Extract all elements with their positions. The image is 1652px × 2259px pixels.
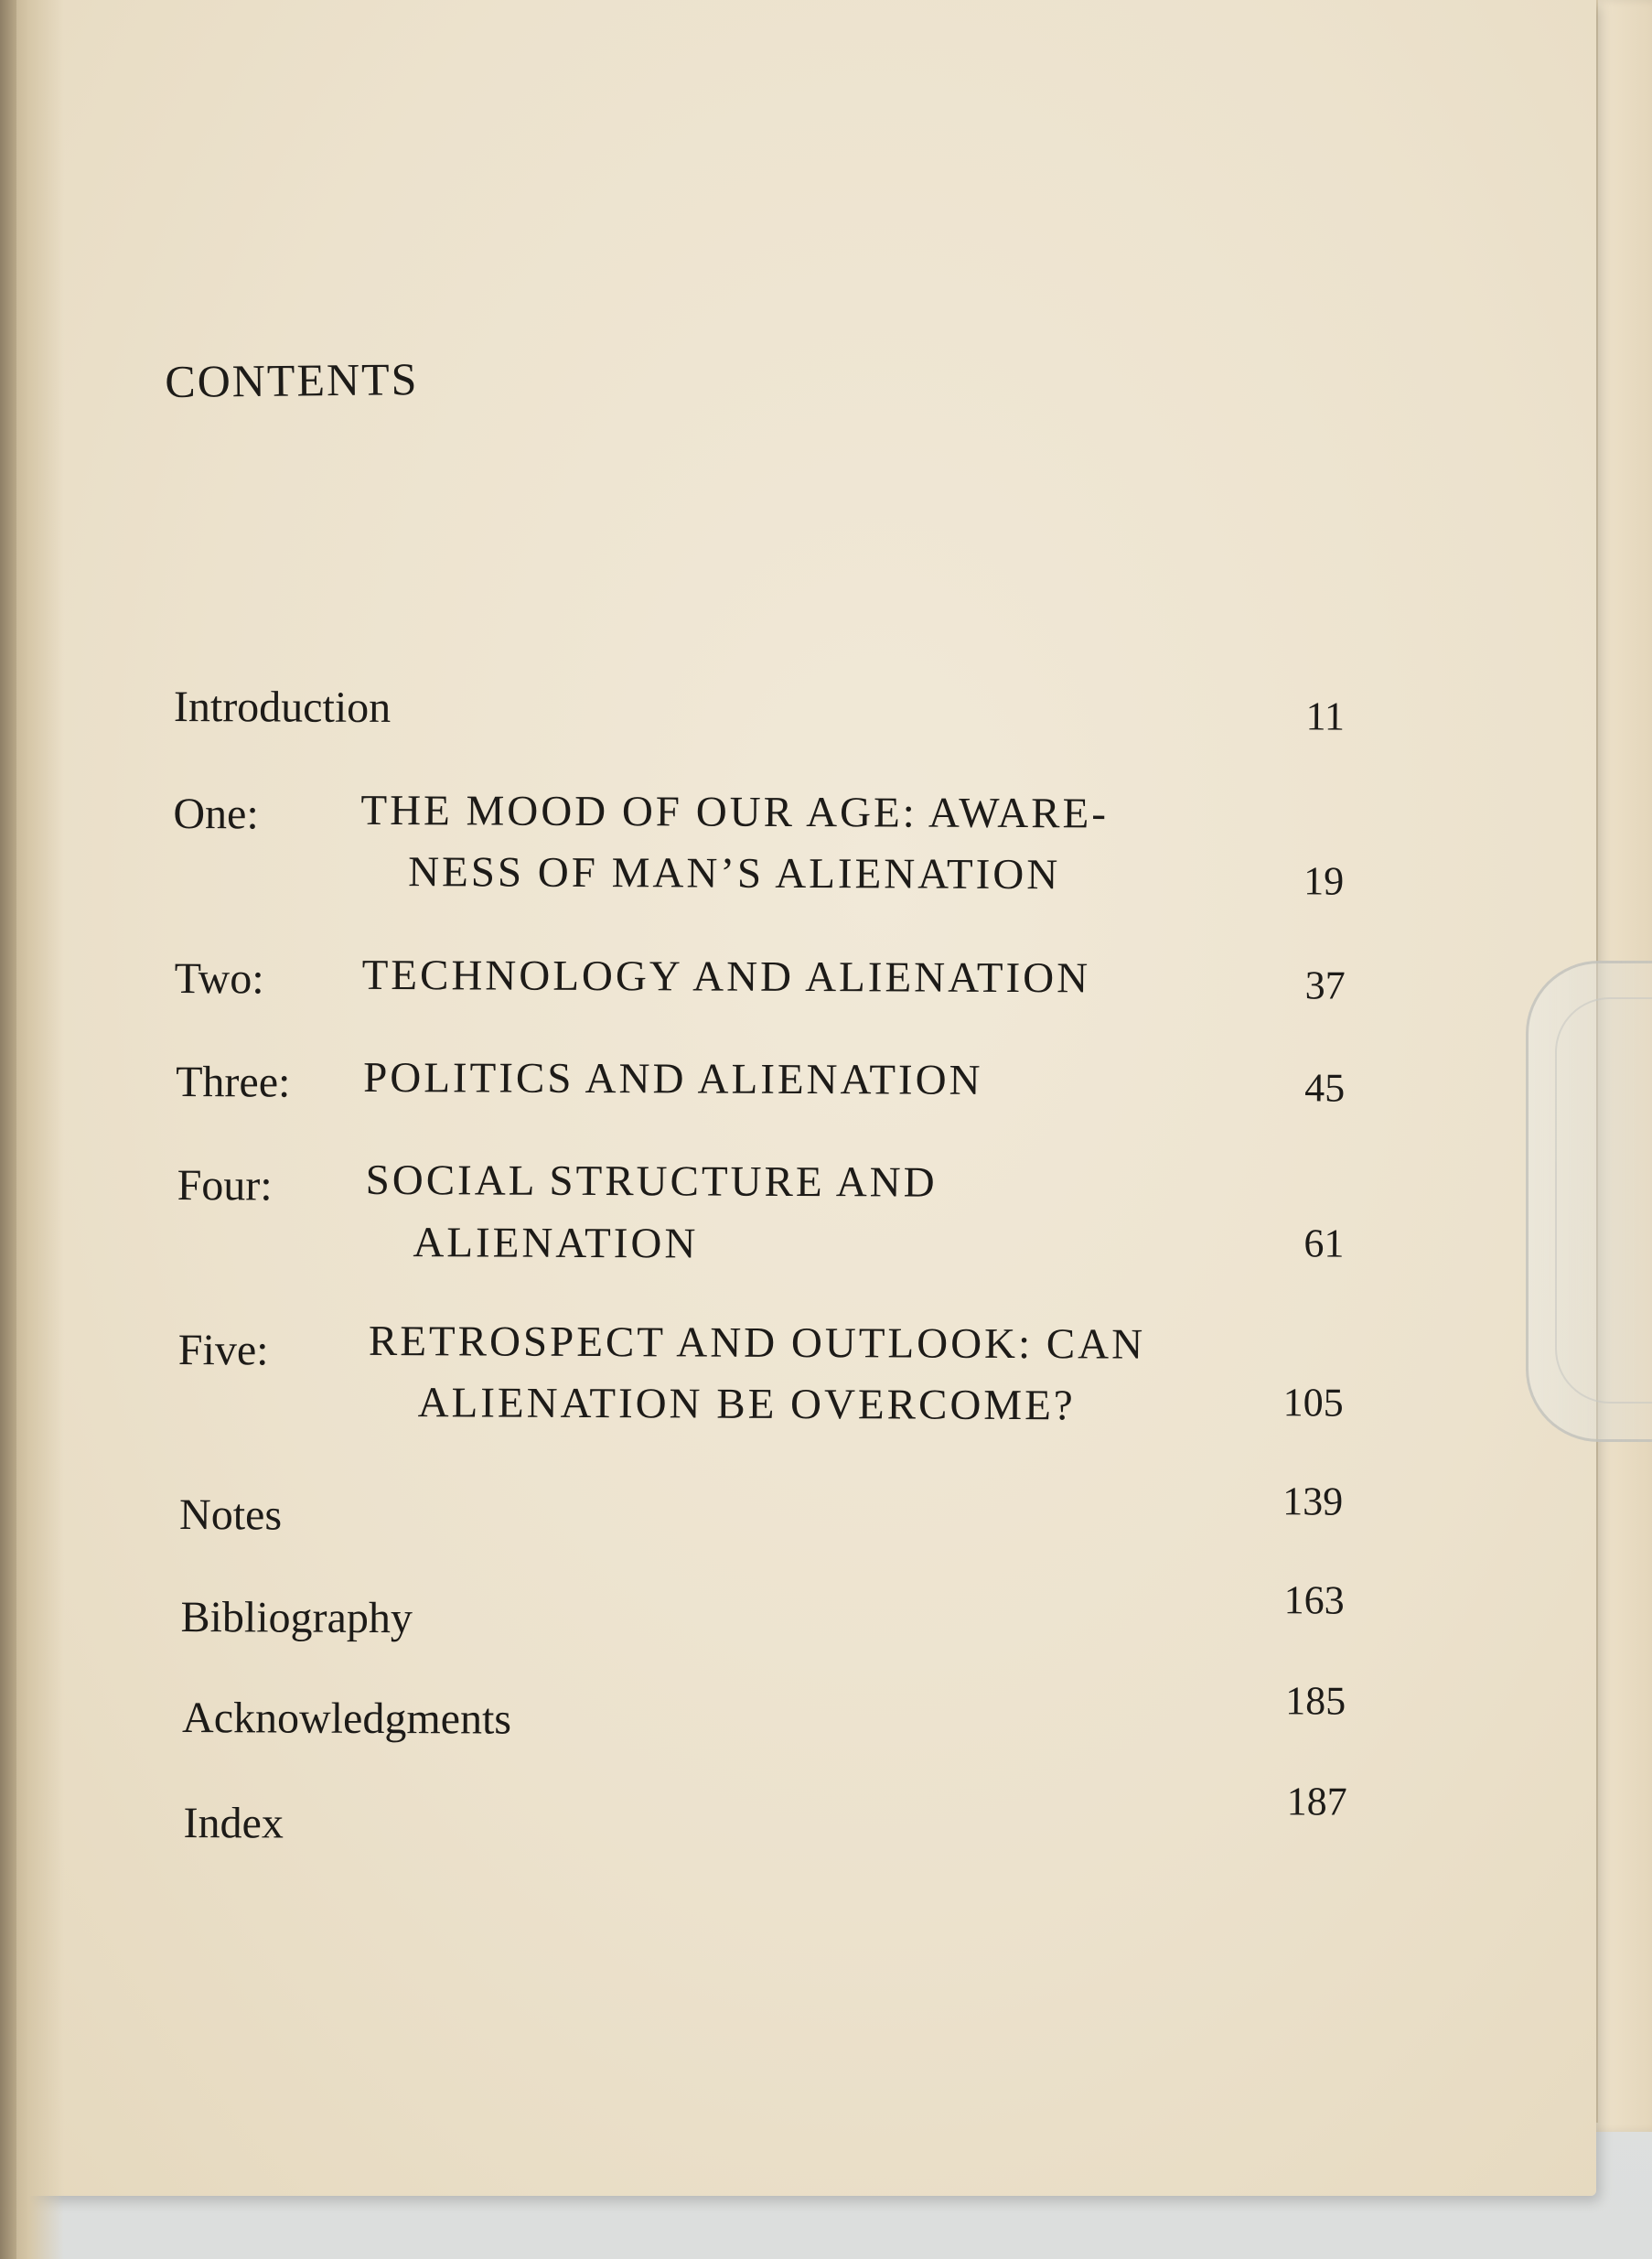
- entry-title-line1: POLITICS AND ALIENATION: [363, 1053, 983, 1104]
- entry-label: Three:: [176, 1058, 291, 1107]
- entry-title-line1: TECHNOLOGY AND ALIENATION: [361, 951, 1091, 1003]
- entry-title-line1: RETROSPECT AND OUTLOOK: CAN: [368, 1317, 1146, 1369]
- entry-page-number: 105: [1282, 1380, 1344, 1425]
- entry-label: Introduction: [173, 683, 392, 733]
- entry-title-line2: ALIENATION: [413, 1219, 699, 1268]
- entry-label: Five:: [177, 1326, 269, 1375]
- entry-label: Index: [183, 1799, 284, 1848]
- contents-heading: CONTENTS: [165, 353, 419, 407]
- entry-label: One:: [173, 789, 259, 839]
- entry-page-number: 163: [1283, 1577, 1345, 1623]
- entry-title-line2: ALIENATION BE OVERCOME?: [417, 1379, 1076, 1430]
- entry-label: Notes: [178, 1490, 283, 1540]
- entry-label: Bibliography: [180, 1593, 413, 1643]
- entry-page-number: 37: [1304, 963, 1346, 1008]
- entry-page-number: 139: [1282, 1479, 1344, 1524]
- entry-label: Acknowledgments: [182, 1694, 512, 1744]
- plastic-page-clip-inner: [1555, 997, 1652, 1404]
- entry-title-line2: NESS OF MAN’S ALIENATION: [408, 848, 1061, 899]
- entry-title-line1: THE MOOD OF OUR AGE: AWARE-: [360, 786, 1110, 838]
- entry-title-line1: SOCIAL STRUCTURE AND: [365, 1156, 938, 1207]
- entry-page-number: 19: [1303, 858, 1345, 904]
- entry-label: Four:: [177, 1161, 273, 1210]
- entry-page-number: 45: [1304, 1065, 1346, 1111]
- entry-page-number: 61: [1303, 1221, 1345, 1266]
- entry-label: Two:: [174, 954, 264, 1004]
- entry-page-number: 187: [1286, 1779, 1347, 1824]
- entry-page-number: 11: [1305, 694, 1346, 739]
- entry-page-number: 185: [1285, 1678, 1346, 1724]
